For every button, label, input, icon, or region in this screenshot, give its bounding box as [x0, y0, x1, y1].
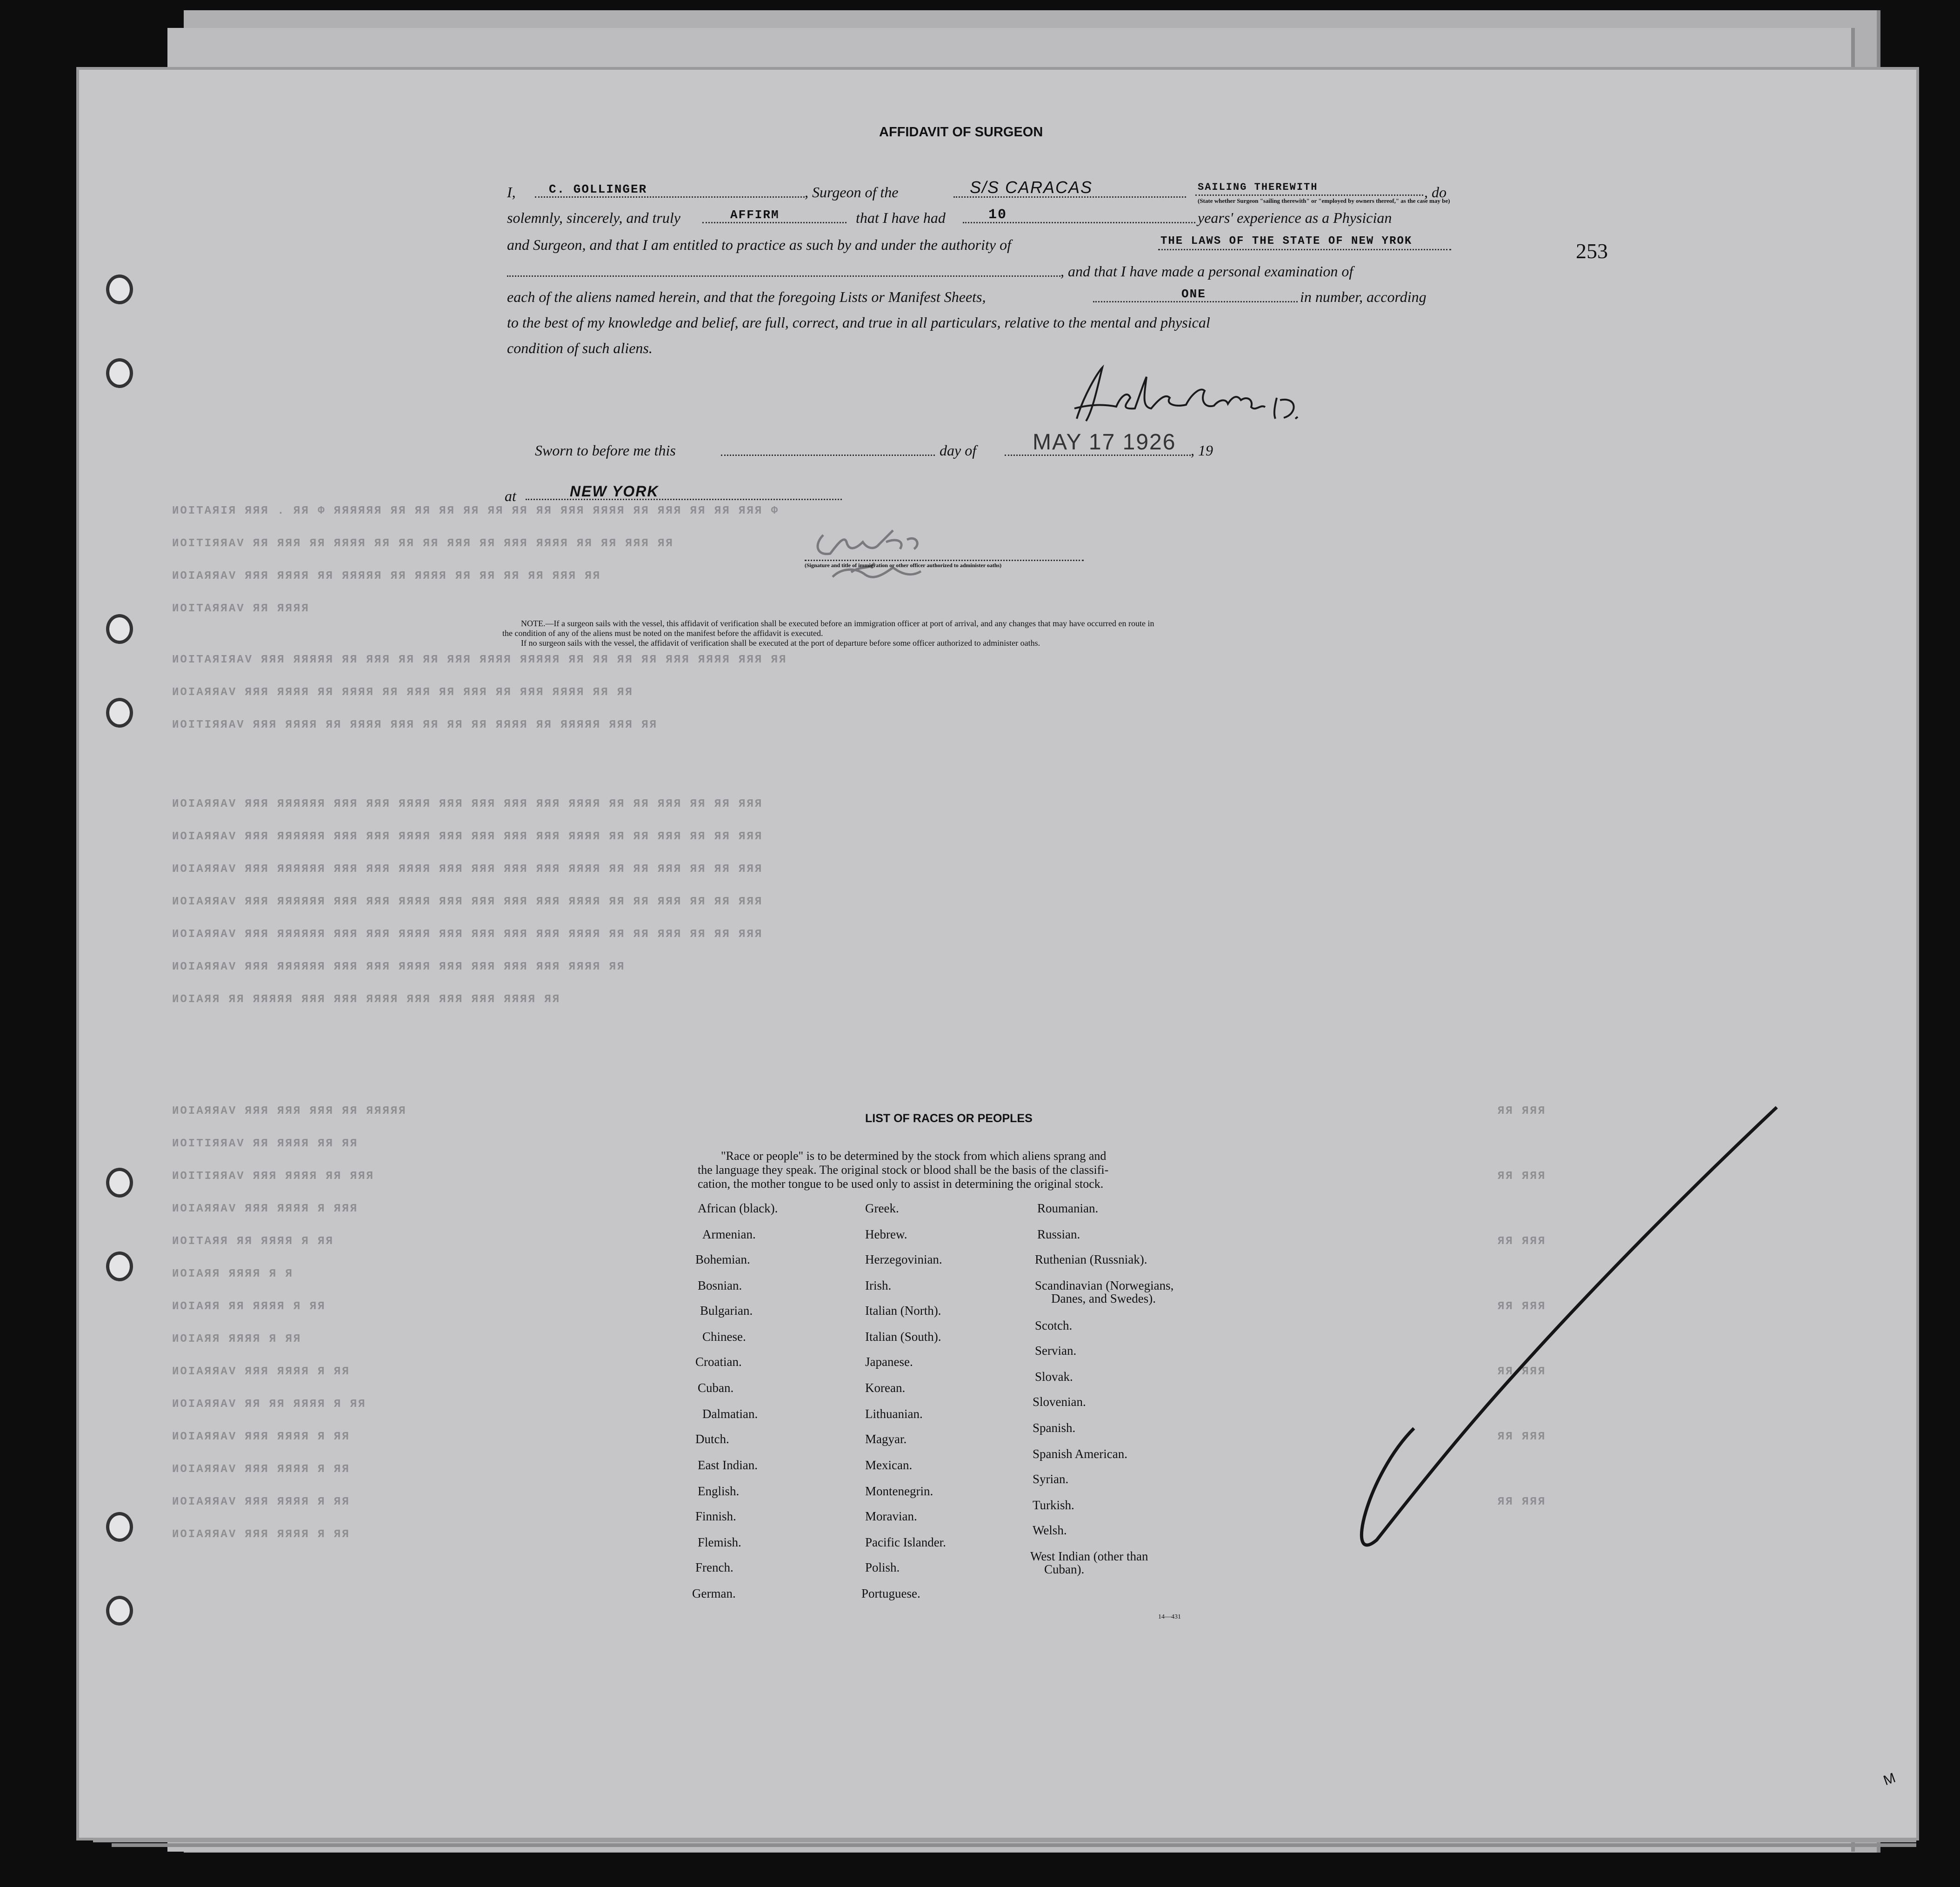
race-item: Turkish.: [1033, 1498, 1074, 1512]
race-item: East Indian.: [698, 1458, 758, 1472]
race-item: Cuban).: [1044, 1562, 1085, 1576]
race-item: Roumanian.: [1037, 1201, 1099, 1215]
binder-hole: [106, 1168, 133, 1198]
race-item: Montenegrin.: [865, 1484, 933, 1498]
race-item: Slovenian.: [1033, 1395, 1086, 1409]
race-item: Flemish.: [698, 1535, 741, 1549]
sworn-text: , 19: [1191, 442, 1213, 459]
race-item: German.: [692, 1586, 736, 1600]
ship-name: S/S CARACAS: [970, 178, 1093, 197]
race-item: Japanese.: [865, 1355, 913, 1369]
race-item: Greek.: [865, 1201, 899, 1215]
sworn-text: day of: [940, 442, 977, 459]
race-item: West Indian (other than: [1030, 1549, 1148, 1563]
races-intro-3: cation, the mother tongue to be used only to assist in determining the original stock.: [698, 1177, 1104, 1191]
race-item: Hebrew.: [865, 1227, 907, 1241]
affidavit-text: and Surgeon, and that I am entitled to practice as such by and under the authority of: [507, 236, 1011, 253]
note-line-3: If no surgeon sails with the vessel, the affidavit of verification shall be executed at the port of departure before some officer authorized to administer oaths.: [521, 638, 1040, 648]
affidavit-text: years' experience as a Physician: [1198, 209, 1392, 226]
page-title: AFFIDAVIT OF SURGEON: [879, 125, 1043, 140]
race-item: Finnish.: [695, 1509, 736, 1523]
race-item: Magyar.: [865, 1432, 907, 1446]
race-item: Armenian.: [702, 1227, 756, 1241]
race-item: Bosnian.: [698, 1278, 742, 1292]
surgeon-capacity: SAILING THEREWITH: [1198, 181, 1318, 193]
race-item: Mexican.: [865, 1458, 913, 1472]
fill-line: [507, 275, 1060, 277]
affidavit-text: , Surgeon of the: [805, 184, 899, 201]
race-item: Slovak.: [1035, 1370, 1073, 1384]
race-item: English.: [698, 1484, 740, 1498]
sheet-count: ONE: [1181, 287, 1206, 301]
years-experience: 10: [988, 207, 1007, 223]
affidavit-text: that I have had: [856, 209, 946, 226]
race-item: Chinese.: [702, 1330, 746, 1344]
race-item: Russian.: [1037, 1227, 1080, 1241]
corner-mark: M: [1881, 1770, 1898, 1789]
page-number: 253: [1576, 239, 1608, 263]
affidavit-text: each of the aliens named herein, and that the foregoing Lists or Manifest Sheets,: [507, 288, 986, 305]
race-item: Dutch.: [695, 1432, 729, 1446]
race-item: Scotch.: [1035, 1318, 1073, 1332]
note-line-1: NOTE.—If a surgeon sails with the vessel, this affidavit of verification shall be executed before an immigration officer at port of arrival, and any changes that may have occurred en route in: [521, 619, 1154, 628]
affidavit-text: , and that I have made a personal examination of: [1060, 263, 1353, 280]
official-caption: (Signature and title of immigration or other officer authorized to administer oaths): [805, 562, 1002, 569]
race-item: French.: [695, 1560, 733, 1574]
fill-line: [702, 222, 847, 223]
date-stamp: MAY 17 1926: [1033, 430, 1176, 455]
race-item: African (black).: [698, 1201, 778, 1215]
race-item: Bulgarian.: [700, 1304, 753, 1318]
race-item: Ruthenian (Russniak).: [1035, 1252, 1147, 1266]
binder-hole: [106, 1596, 133, 1626]
race-item: Italian (South).: [865, 1330, 941, 1344]
race-item: Herzegovinian.: [865, 1252, 942, 1266]
practice-authority: THE LAWS OF THE STATE OF NEW YROK: [1160, 235, 1413, 248]
race-item: Moravian.: [865, 1509, 917, 1523]
race-item: Polish.: [865, 1560, 900, 1574]
affidavit-text: , do: [1424, 184, 1447, 201]
fill-line: [535, 196, 805, 198]
race-item: Cuban.: [698, 1381, 734, 1395]
fill-line: [1158, 249, 1451, 250]
race-item: Pacific Islander.: [865, 1535, 946, 1549]
race-item: Spanish.: [1033, 1421, 1076, 1435]
race-item: Croatian.: [695, 1355, 742, 1369]
binder-hole: [106, 1512, 133, 1542]
races-title: LIST OF RACES OR PEOPLES: [865, 1112, 1033, 1125]
sworn-text: Sworn to before me this: [535, 442, 676, 459]
fill-line: [1093, 301, 1298, 302]
fill-line: [805, 560, 1084, 561]
races-intro-2: the language they speak. The original stock or blood shall be the basis of the classifi-: [698, 1163, 1109, 1177]
official-signature: [805, 516, 1028, 596]
race-item: Danes, and Swedes).: [1051, 1291, 1156, 1305]
affidavit-text: in number, according: [1300, 288, 1427, 305]
race-item: Spanish American.: [1033, 1447, 1127, 1461]
binder-hole: [106, 274, 133, 304]
form-number: 14—431: [1158, 1613, 1181, 1620]
affidavit-text: solemnly, sincerely, and truly: [507, 209, 680, 226]
binder-hole: [106, 614, 133, 644]
race-item: Dalmatian.: [702, 1407, 758, 1421]
binder-hole: [106, 358, 133, 388]
surgeon-signature: [1065, 354, 1326, 442]
fill-line: [721, 455, 935, 456]
sheet-edge: [112, 1843, 1916, 1847]
race-item: Syrian.: [1033, 1472, 1069, 1486]
sworn-place: NEW YORK: [570, 483, 659, 500]
sworn-text: at: [505, 488, 516, 504]
affidavit-word-i: I,: [507, 184, 516, 201]
note-line-2: the condition of any of the aliens must be noted on the manifest before the affidavit is executed.: [502, 629, 823, 638]
binder-hole: [106, 1251, 133, 1281]
binder-hole: [106, 698, 133, 728]
race-item: Lithuanian.: [865, 1407, 923, 1421]
race-item: Italian (North).: [865, 1304, 941, 1318]
surgeon-name: C. GOLLINGER: [549, 182, 647, 196]
race-item: Scandinavian (Norwegians,: [1035, 1278, 1174, 1292]
sheet-edge: [93, 1838, 1916, 1842]
races-intro-1: "Race or people" is to be determined by the stock from which aliens sprang and: [721, 1149, 1107, 1163]
affidavit-text: condition of such aliens.: [507, 340, 653, 356]
oath-type: AFFIRM: [730, 208, 780, 222]
check-mark: [1274, 1093, 1786, 1549]
manifest-page: ИОITAЯIЯ ЯЯЯ . ЯЯ Ф ЯЯЯЯЯЯ ЯЯ ЯЯ ЯЯ ЯЯ ЯЯ ЯЯ ЯЯ ЯЯЯ ЯЯЯЯ ЯЯ ЯЯЯ ЯЯ ЯЯ ЯЯЯ Ф ИОITIЯЯAV ЯЯ ЯЯЯ ЯЯ ЯЯЯЯ ЯЯ ЯЯ ЯЯ ЯЯЯ ЯЯ ЯЯЯ ЯЯЯЯ ЯЯ ЯЯ ЯЯЯ ЯЯ ИОIAЯЯAV ЯЯЯ ЯЯЯЯ ЯЯ ЯЯЯЯЯ ЯЯ ЯЯЯЯ ЯЯ ЯЯ ЯЯ ЯЯ ЯЯЯ ЯЯ ИОITAЯЯAV ЯЯ ЯЯЯЯ ИОITAЯIЯAV ЯЯЯ ЯЯЯЯЯ ЯЯ ЯЯЯ ЯЯ ЯЯ ЯЯЯ ЯЯЯЯ ЯЯЯЯЯ ЯЯ ЯЯ ЯЯ ЯЯ ЯЯЯ ЯЯЯЯ ЯЯЯ ЯЯ ИОIAЯЯAV ЯЯЯ ЯЯЯЯ ЯЯ ЯЯЯЯ ЯЯ ЯЯЯ ЯЯ ЯЯЯ ЯЯ ЯЯЯ ЯЯЯЯ ЯЯ ЯЯ ИОITIЯЯAV ЯЯЯ ЯЯЯЯ ЯЯ ЯЯЯЯ ЯЯЯ ЯЯ ЯЯ ЯЯ ЯЯЯЯ ЯЯ ЯЯЯЯЯ ЯЯЯ ЯЯ ИОIAЯЯAV ЯЯЯ ЯЯЯЯЯЯ ЯЯЯ ЯЯЯ ЯЯЯЯ ЯЯЯ ЯЯЯ ЯЯЯ ЯЯЯ ЯЯЯЯ ЯЯ ЯЯ ЯЯЯ ЯЯ ЯЯ ЯЯЯ ИОIAЯЯAV ЯЯЯ ЯЯЯЯЯЯ ЯЯЯ ЯЯЯ ЯЯЯЯ ЯЯЯ ЯЯЯ ЯЯЯ ЯЯЯ ЯЯЯЯ ЯЯ ЯЯ ЯЯЯ ЯЯ ЯЯ ЯЯЯ ИОIAЯЯAV ЯЯЯ ЯЯЯЯЯЯ ЯЯЯ ЯЯЯ ЯЯЯЯ ЯЯЯ ЯЯЯ ЯЯЯ ЯЯЯ ЯЯЯЯ ЯЯ ЯЯ ЯЯЯ ЯЯ ЯЯ ЯЯЯ ИОIAЯЯAV ЯЯЯ ЯЯЯЯЯЯ ЯЯЯ ЯЯЯ ЯЯЯЯ ЯЯЯ ЯЯЯ ЯЯЯ ЯЯЯ ЯЯЯЯ ЯЯ ЯЯ ЯЯЯ ЯЯ ЯЯ ЯЯЯ ИОIAЯЯAV ЯЯЯ ЯЯЯЯЯЯ ЯЯЯ ЯЯЯ ЯЯЯЯ ЯЯЯ ЯЯЯ ЯЯЯ ЯЯЯ ЯЯЯЯ ЯЯ ЯЯ ЯЯЯ ЯЯ ЯЯ ЯЯЯ ИОIAЯЯAV ЯЯЯ ЯЯЯЯЯЯ ЯЯЯ ЯЯЯ ЯЯЯЯ ЯЯЯ ЯЯЯ ЯЯЯ ЯЯЯ ЯЯЯЯ ЯЯ ИОIAЯЯ ЯЯ ЯЯЯЯЯ ЯЯЯ ЯЯЯ ЯЯЯЯ ЯЯЯ ЯЯЯ ЯЯЯ ЯЯЯЯ ЯЯ ИОIAЯЯAV ЯЯЯ ЯЯЯ ЯЯЯ ЯЯ ЯЯЯЯЯ ИОITIЯЯAV ЯЯ ЯЯЯЯ ЯЯ ЯЯ ИОITIЯЯAV ЯЯЯ ЯЯЯЯ ЯЯ ЯЯЯ ИОIAЯЯAV ЯЯЯ ЯЯЯЯ Я ЯЯЯ ИОITAЯЯ ЯЯ ЯЯЯЯ Я ЯЯ ИОIAЯЯ ЯЯЯЯ Я Я ИОIAЯЯ ЯЯ ЯЯЯЯ Я ЯЯ ИОIAЯЯ ЯЯЯЯ Я ЯЯ ИОIAЯЯAV ЯЯЯ ЯЯЯЯ Я ЯЯ ИОIAЯЯAV ЯЯ ЯЯ ЯЯЯЯ Я ЯЯ ИОIAЯЯAV ЯЯЯ ЯЯЯЯ Я ЯЯ ИОIAЯЯAV ЯЯЯ ЯЯЯЯ Я ЯЯ ИОIAЯЯAV ЯЯЯ ЯЯЯЯ Я ЯЯ ИОIAЯЯAV ЯЯЯ ЯЯЯЯ Я ЯЯ ЯЯ ЯЯЯ ЯЯ ЯЯЯ ЯЯ ЯЯЯ ЯЯ ЯЯЯ ЯЯ ЯЯЯ ЯЯ ЯЯЯ ЯЯ ЯЯЯ AFFIDAVIT OF SURGEON 253 I, C. GOLLINGER , Surgeon of the S/S CARACAS SAILING THEREWITH (State whether Surgeon "sailing therewith" or "employed by owners thereof," as the case may be) , do solemnly, sincerely, and truly AFFIRM that I have had 10 years' experience as a Physician and Surgeon, and that I am entitled to practice as such by and under the authority of THE LAWS OF THE STATE OF NEW YROK , and that I have made a personal examination of each of the aliens named herein, and that the foregoing Lists or Manifest Sheets, ONE in number, according to the best of my knowledge and belief, are full, correct, and true in all particulars, relative to the mental and physical condition of such aliens. Sworn to before me this day of MAY 17 1926 , 19 at NEW YORK (Signature and title of immigration or other officer authorized to administer oaths) NOTE.—If a surgeon sails with the vessel, this affidavit of verification shall be executed before an immigration officer at port of arrival, and any changes that may have occurred en route in the condition of any of the aliens must be noted on the manifest before the affidavit is executed. If no surgeon sails with the vessel, the affidavit of verification shall be executed at the port of departure before some officer authorized to administer oaths. LIST OF RACES OR PEOPLES "Race or people" is to be determined by the stock from which aliens sprang and the language they speak. The original stock or blood shall be the basis of the classifi- cation, the mother tongue to be used only to assist in determining the original stock. African (black). Armenian. Bohemian. Bosnian. Bulgarian. Chinese. Croatian. Cuban. Dalmatian. Dutch. East Indian. English. Finnish. Flemish. French. German. Greek. Hebrew. Herzegovinian. Irish. Italian (North). Italian (South). Japanese. Korean. Lithuanian. Magyar. Mexican. Montenegrin. Moravian. Pacific Islander. Polish. Portuguese. Roumanian. Russian. Ruthenian (Russniak). Scandinavian (Norwegians, Danes, and Swedes). Scotch. Servian. Slovak. Slovenian. Spanish. Spanish American. Syrian. Turkish. Welsh. West Indian (other than Cuban). 14—431 M: [79, 70, 1916, 1838]
race-item: Bohemian.: [695, 1252, 750, 1266]
race-item: Servian.: [1035, 1344, 1077, 1358]
fill-line: [1195, 194, 1423, 196]
capacity-note: (State whether Surgeon "sailing therewith" or "employed by owners thereof," as the case may be): [1198, 197, 1450, 204]
race-item: Welsh.: [1033, 1523, 1067, 1537]
affidavit-text: to the best of my knowledge and belief, are full, correct, and true in all particulars, relative to the mental and physical: [507, 314, 1210, 331]
race-item: Korean.: [865, 1381, 906, 1395]
race-item: Portuguese.: [861, 1586, 920, 1600]
race-item: Irish.: [865, 1278, 892, 1292]
